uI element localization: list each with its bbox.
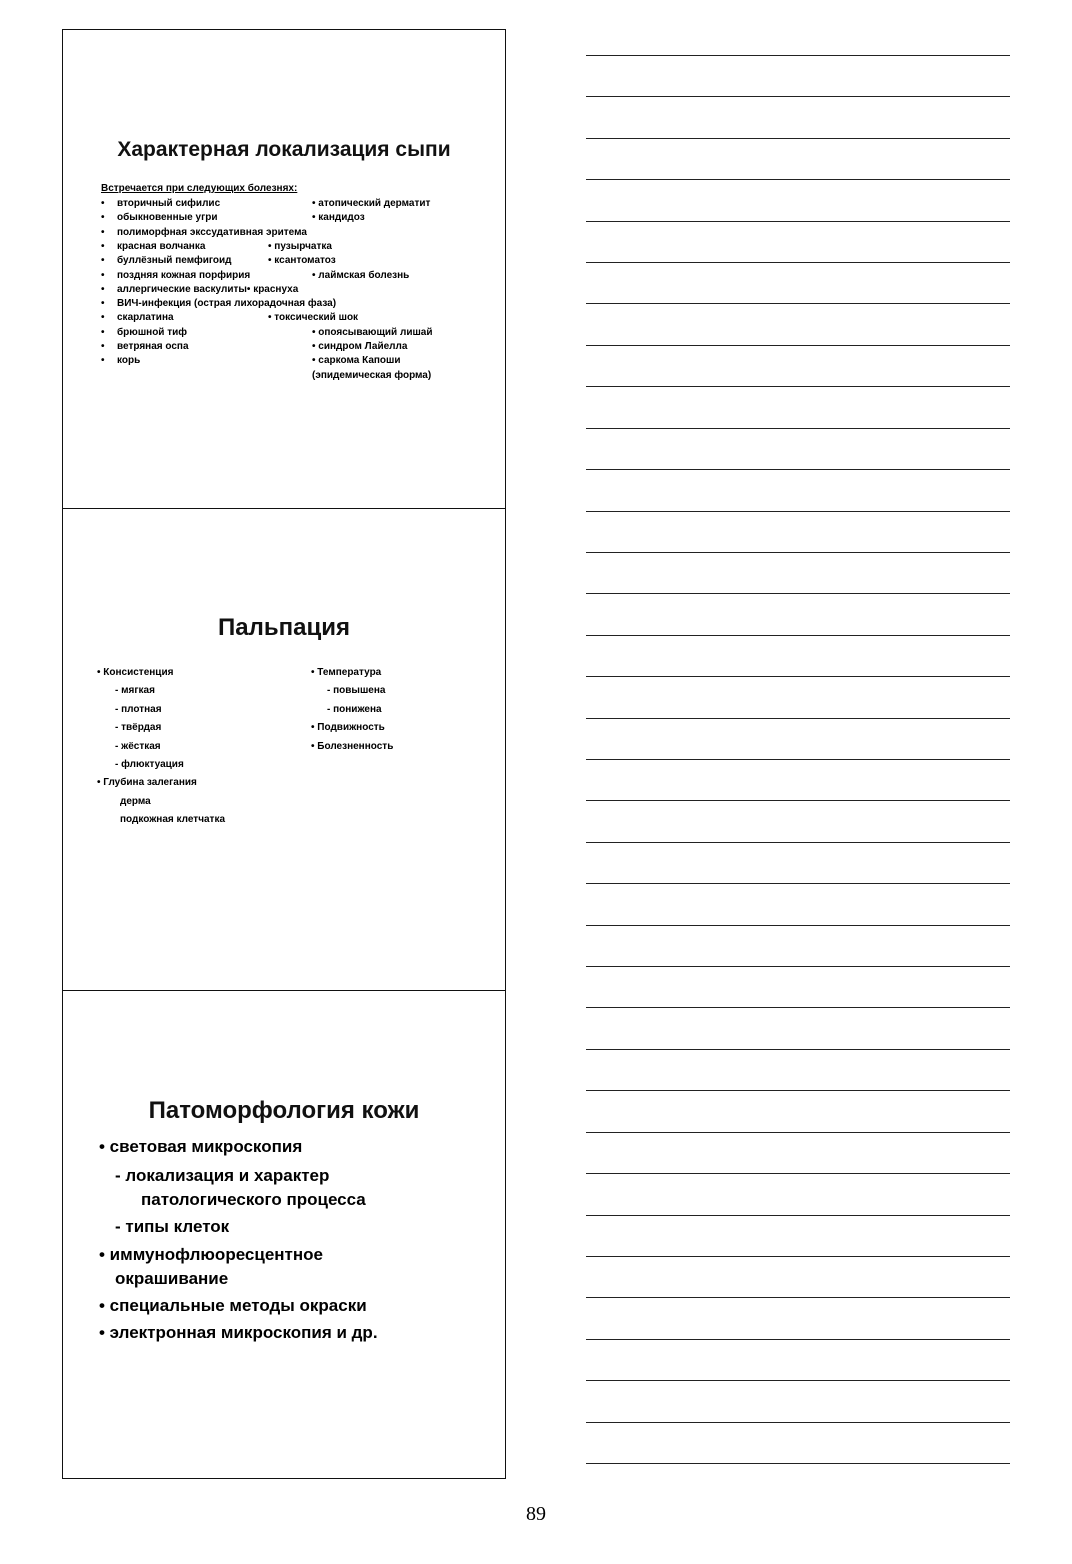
palpation-item: • Подвижность — [311, 722, 385, 734]
palpation-item: • Консистенция — [97, 667, 174, 678]
palpation-item: - жёсткая — [115, 740, 161, 752]
disease-item: ВИЧ-инфекция (острая лихорадочная фаза) — [117, 298, 337, 310]
notes-line — [586, 1422, 1010, 1423]
disease-item: аллергические васкулиты• краснуха — [117, 283, 299, 295]
disease-item: ветряная оспа — [117, 341, 189, 352]
disease-item: • ксантоматоз — [268, 255, 336, 267]
notes-line — [586, 428, 1010, 429]
disease-item: • кандидоз — [312, 212, 365, 224]
slide-title: Характерная локализация сыпи — [117, 138, 451, 161]
notes-line — [586, 1090, 1010, 1091]
disease-item: • саркома Капоши — [312, 355, 401, 367]
slide-title: Пальпация — [218, 614, 350, 641]
pathomorphology-item: - локализация и характер — [115, 1166, 330, 1185]
slide-intro: Встречается при следующих болезнях: — [101, 183, 298, 194]
bullet: • — [101, 212, 105, 224]
notes-line — [586, 469, 1010, 470]
palpation-item: • Глубина залегания — [97, 777, 197, 789]
palpation-item: - твёрдая — [115, 722, 162, 734]
notes-line — [586, 303, 1010, 304]
disease-item: поздняя кожная порфирия — [117, 269, 251, 281]
notes-line — [586, 1215, 1010, 1216]
bullet: • — [101, 326, 105, 338]
disease-item: скарлатина — [117, 312, 174, 324]
disease-item: • лаймская болезнь — [312, 269, 410, 281]
palpation-item: • Температура — [311, 667, 382, 678]
notes-line — [586, 511, 1010, 512]
palpation-item: • Болезненность — [311, 740, 394, 752]
notes-line — [586, 759, 1010, 760]
disease-item: • синдром Лайелла — [312, 341, 408, 352]
notes-line — [586, 386, 1010, 387]
bullet: • — [101, 255, 105, 267]
notes-line — [586, 552, 1010, 553]
palpation-item: - понижена — [327, 703, 382, 715]
palpation-item: - повышена — [327, 685, 386, 697]
palpation-item: - флюктуация — [115, 759, 184, 770]
disease-item: • опоясывающий лишай — [312, 326, 433, 338]
pathomorphology-item: патологического процесса — [141, 1190, 366, 1209]
palpation-item: подкожная клетчатка — [120, 814, 226, 826]
pathomorphology-item: • электронная микроскопия и др. — [99, 1323, 378, 1342]
palpation-item: - плотная — [115, 703, 162, 715]
disease-item: • пузырчатка — [268, 240, 332, 252]
disease-item: буллёзный пемфигоид — [117, 255, 232, 267]
slide-palpation — [62, 508, 506, 991]
pathomorphology-item: - типы клеток — [115, 1217, 230, 1236]
notes-line — [586, 345, 1010, 346]
bullet: • — [101, 198, 105, 209]
notes-line — [586, 635, 1010, 636]
notes-line — [586, 55, 1010, 56]
bullet: • — [101, 240, 105, 252]
notes-line — [586, 1380, 1010, 1381]
notes-line — [586, 262, 1010, 263]
pathomorphology-item: • световая микроскопия — [99, 1137, 303, 1156]
disease-item: обыкновенные угри — [117, 212, 218, 224]
bullet: • — [101, 298, 105, 310]
notes-line — [586, 883, 1010, 884]
bullet: • — [101, 355, 105, 367]
disease-item: брюшной тиф — [117, 326, 188, 338]
bullet: • — [101, 312, 105, 324]
bullet: • — [101, 283, 105, 295]
disease-item: • токсический шок — [268, 312, 359, 324]
notes-line — [586, 1297, 1010, 1298]
bullet: • — [101, 226, 105, 238]
palpation-item: дерма — [120, 795, 151, 807]
pathomorphology-item: • иммунофлюоресцентное — [99, 1245, 323, 1264]
slide-rash-localization — [62, 29, 506, 509]
pathomorphology-item: окрашивание — [115, 1269, 229, 1288]
notes-line — [586, 1173, 1010, 1174]
notes-line — [586, 800, 1010, 801]
page-number: 89 — [526, 1503, 546, 1525]
notes-line — [586, 718, 1010, 719]
notes-line — [586, 842, 1010, 843]
disease-item: красная волчанка — [117, 240, 206, 252]
notes-line — [586, 925, 1010, 926]
notes-line — [586, 1007, 1010, 1008]
slide-skin-pathomorphology — [62, 990, 506, 1479]
disease-item: полиморфная экссудативная эритема — [117, 226, 307, 238]
notes-line — [586, 138, 1010, 139]
notes-line — [586, 96, 1010, 97]
notes-line — [586, 676, 1010, 677]
disease-item: вторичный сифилис — [117, 198, 221, 209]
palpation-item: - мягкая — [115, 685, 155, 697]
notes-line — [586, 1132, 1010, 1133]
disease-item: (эпидемическая форма) — [312, 369, 432, 381]
bullet: • — [101, 341, 105, 352]
notes-line — [586, 1049, 1010, 1050]
notes-line — [586, 1339, 1010, 1340]
bullet: • — [101, 269, 105, 281]
notes-line — [586, 593, 1010, 594]
notes-line — [586, 1463, 1010, 1464]
pathomorphology-item: • специальные методы окраски — [99, 1296, 367, 1315]
disease-item: корь — [117, 355, 141, 367]
notes-line — [586, 179, 1010, 180]
disease-item: • атопический дерматит — [312, 198, 431, 209]
slide-title: Патоморфология кожи — [148, 1097, 420, 1124]
notes-line — [586, 966, 1010, 967]
notes-line — [586, 221, 1010, 222]
notes-line — [586, 1256, 1010, 1257]
